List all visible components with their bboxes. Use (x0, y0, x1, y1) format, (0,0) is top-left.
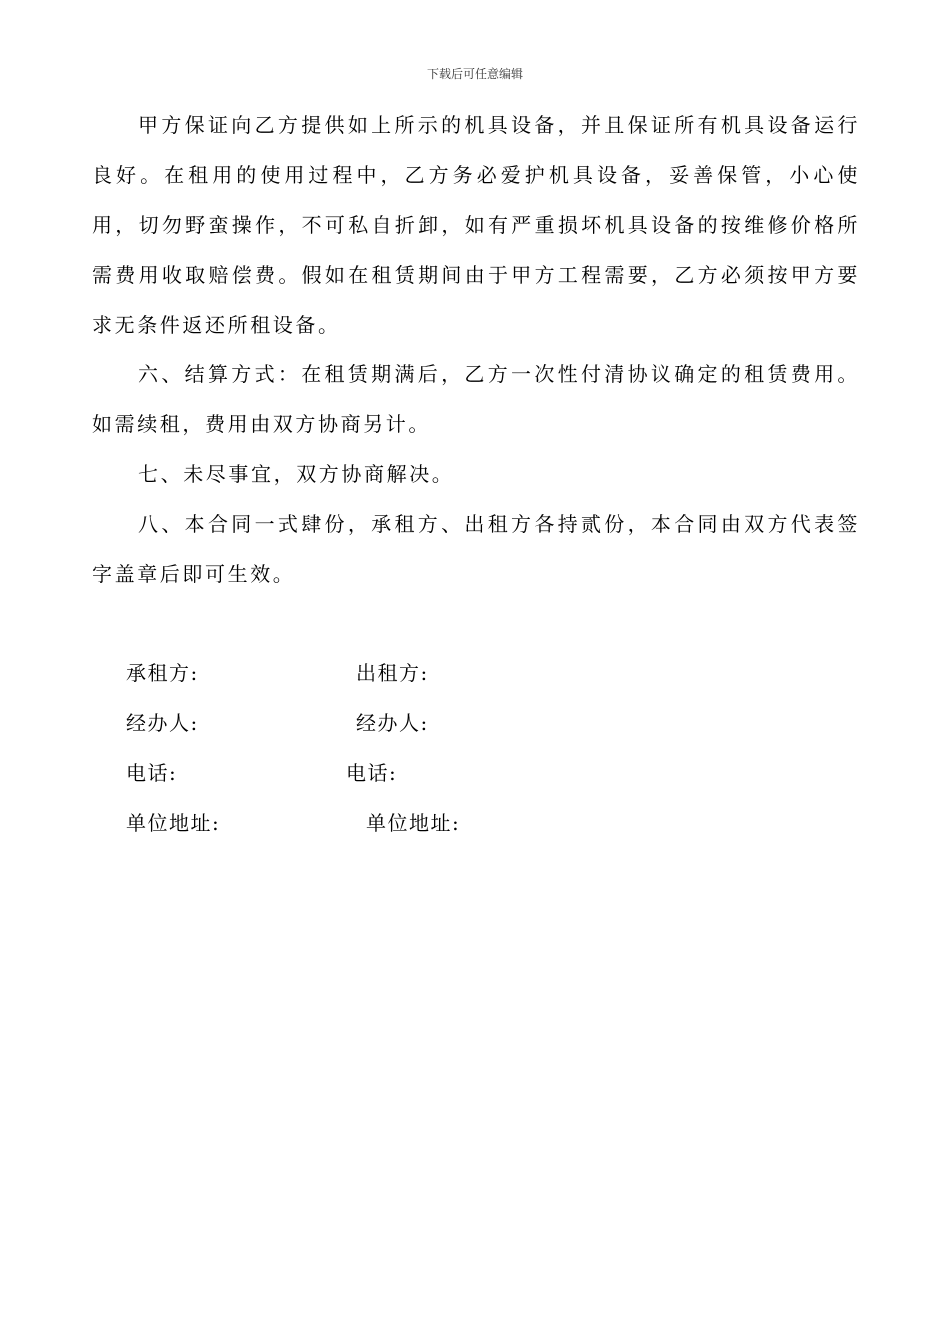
lessee-label: 承租方: (126, 661, 199, 685)
lessor-phone-label: 电话: (346, 761, 398, 785)
lessee-address-label: 单位地址: (126, 811, 221, 835)
paragraph-settlement-method: 六、结算方式：在租赁期满后，乙方一次性付清协议确定的租赁费用。如需续租，费用由双方协商另计。 (92, 362, 860, 436)
page-header: 下载后可任意编辑 (426, 67, 523, 81)
paragraph-unresolved-matters: 七、未尽事宜，双方协商解决。 (138, 462, 455, 486)
lessor-address-label: 单位地址: (366, 811, 461, 835)
lessor-agent-label: 经办人: (356, 711, 429, 735)
paragraph-equipment-guarantee: 甲方保证向乙方提供如上所示的机具设备，并且保证所有机具设备运行良好。在租用的使用过程中，乙方务必爱护机具设备，妥善保管，小心使用，切勿野蛮操作，不可私自折卸，如有严重损坏机具设备的按维修价格所需费用收取赔偿费。假如在租赁期间由于甲方工程需要，乙方必须按甲方要求无条件返还所租设备。 (92, 113, 860, 337)
paragraph-contract-copies: 八、本合同一式肆份，承租方、出租方各持贰份，本合同由双方代表签字盖章后即可生效。 (92, 512, 860, 586)
lessee-phone-label: 电话: (126, 761, 178, 785)
lessor-label: 出租方: (356, 661, 429, 685)
lessee-agent-label: 经办人: (126, 711, 199, 735)
